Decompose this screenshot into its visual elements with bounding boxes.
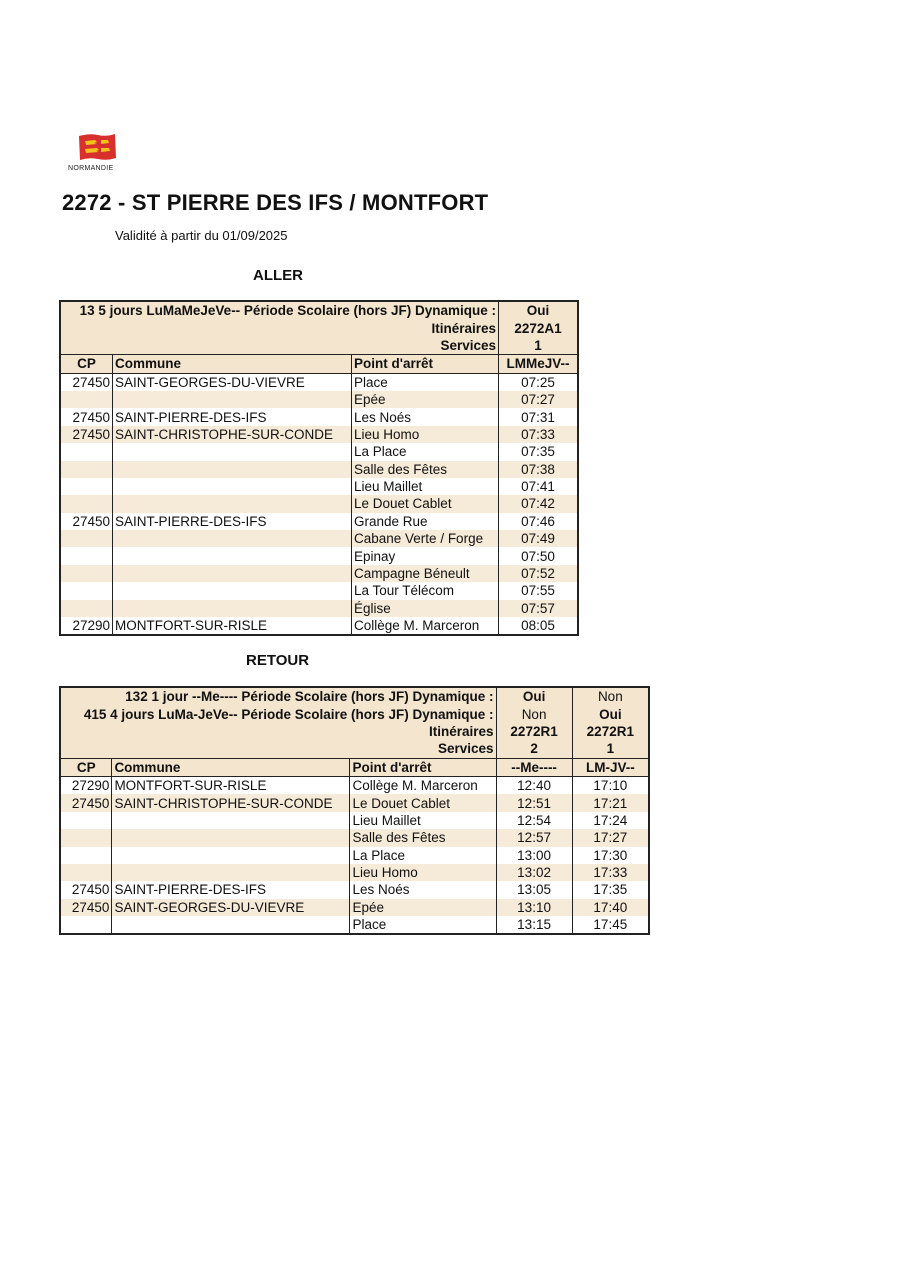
stop-cell: Les Noés [352,408,499,425]
time-cell: 13:00 [496,847,572,864]
commune-cell: SAINT-GEORGES-DU-VIEVRE [113,373,352,391]
validity-date: Validité à partir du 01/09/2025 [115,228,288,243]
postal-code-cell: 27450 [60,426,113,443]
header-row [60,337,578,355]
commune-cell [113,600,352,617]
stop-cell: Campagne Béneult [352,565,499,582]
postal-code-cell [60,530,113,547]
stop-cell: Grande Rue [352,513,499,530]
postal-code-cell [60,443,113,460]
time-cell: 17:35 [593,882,628,898]
postal-code-cell [60,391,113,408]
time-cell: 07:57 [499,600,579,617]
column-header-commune: Commune [113,355,352,373]
column-header-cp: CP [60,355,113,373]
header-value: 2272R1 [496,723,572,740]
header-value: 1 [572,740,649,758]
postal-code-cell: 27450 [60,513,113,530]
header-label: Services [60,740,496,758]
time-cell: 07:46 [521,513,555,529]
postal-code-cell [60,495,113,512]
commune-cell [113,530,352,547]
table-row [60,565,578,582]
stop-cell: Salle des Fêtes [352,461,499,478]
stop-cell: Epée [350,899,496,916]
postal-code-cell [60,847,112,864]
table-row [60,864,649,881]
commune-cell: SAINT-PIERRE-DES-IFS [113,513,352,530]
time-cell: 07:50 [521,548,555,564]
time-cell: 17:10 [593,778,628,794]
table-row [60,847,649,864]
time-cell: 08:05 [521,618,555,634]
postal-code-cell [60,582,113,599]
commune-cell: SAINT-PIERRE-DES-IFS [112,881,350,898]
column-header-row [60,758,649,776]
time-cell: 13:15 [496,916,572,934]
stop-cell: Lieu Homo [350,864,496,881]
stop-cell: Place [350,916,496,934]
commune-cell [112,916,350,934]
table-row [60,916,649,934]
column-header-days: --Me---- [496,758,572,776]
header-row [60,687,649,705]
table-row [60,600,578,617]
commune-cell: MONTFORT-SUR-RISLE [113,617,352,635]
commune-cell [113,443,352,460]
time-cell: 12:57 [496,829,572,846]
column-header-commune: Commune [112,758,350,776]
header-value: 1 [499,337,579,355]
commune-cell [112,864,350,881]
header-label: 132 1 jour --Me---- Période Scolaire (hors JF) Dynamique : [60,687,496,705]
time-cell: 12:51 [496,794,572,811]
header-label: Itinéraires [60,723,496,740]
stop-cell: Église [352,600,499,617]
time-cell: 13:10 [496,899,572,916]
commune-cell: SAINT-GEORGES-DU-VIEVRE [112,899,350,916]
table-row [60,547,578,564]
column-header-cp: CP [60,758,112,776]
table-row [60,530,578,547]
commune-cell [113,461,352,478]
header-row [60,740,649,758]
time-cell: 17:21 [572,794,649,811]
stop-cell: Le Douet Cablet [352,495,499,512]
region-logo [68,132,128,172]
postal-code-cell [60,812,112,829]
postal-code-cell: 27450 [60,408,113,425]
table-row [60,495,578,512]
stop-cell: Lieu Homo [352,426,499,443]
table-row [60,582,578,599]
time-cell: 07:55 [521,583,555,599]
postal-code-cell: 27450 [60,373,113,391]
aller-section-title: ALLER [253,267,303,284]
time-cell: 13:02 [496,864,572,881]
header-value: 2272R1 [572,723,649,740]
header-value: Oui [499,301,579,319]
postal-code-cell: 27290 [60,617,113,635]
commune-cell [113,495,352,512]
stop-cell: Les Noés [350,881,496,898]
commune-cell [113,391,352,408]
header-label: 13 5 jours LuMaMeJeVe-- Période Scolaire (hors JF) Dynamique : [60,301,499,319]
table-row [60,391,578,408]
time-cell: 12:40 [496,776,572,794]
commune-cell: SAINT-PIERRE-DES-IFS [113,408,352,425]
commune-cell [113,582,352,599]
time-cell: 07:25 [521,374,555,390]
table-row [60,829,649,846]
header-value: 2272A1 [499,319,579,336]
table-row [60,478,578,495]
time-cell: 17:30 [593,847,628,863]
time-cell: 17:24 [593,812,628,828]
stop-cell: Lieu Maillet [350,812,496,829]
table-row [60,426,578,443]
stop-cell: Epinay [352,547,499,564]
header-label: Itinéraires [60,319,499,336]
logo-text: NORMANDIE [68,165,114,172]
table-row [60,408,578,425]
header-value: Oui [496,687,572,705]
header-value: Oui [572,705,649,722]
time-cell: 13:05 [496,881,572,898]
postal-code-cell [60,916,112,934]
time-cell: 12:54 [496,812,572,829]
column-header-stop: Point d'arrêt [350,758,496,776]
stop-cell: Lieu Maillet [352,478,499,495]
retour-section-title: RETOUR [246,652,310,669]
postal-code-cell: 27290 [60,776,112,794]
header-row [60,723,649,740]
table-row [60,513,578,530]
column-header-row [60,355,578,373]
time-cell: 07:41 [521,479,555,495]
time-cell: 07:38 [499,461,579,478]
time-cell: 07:27 [499,391,579,408]
page-title: 2272 - ST PIERRE DES IFS / MONTFORT [62,190,489,215]
table-row [60,776,649,794]
table-row [60,881,649,898]
time-cell: 07:52 [499,565,579,582]
commune-cell: SAINT-CHRISTOPHE-SUR-CONDE [112,794,350,811]
table-row [60,461,578,478]
time-cell: 07:35 [521,444,555,460]
header-value: Non [572,687,649,705]
time-cell: 07:33 [499,426,579,443]
commune-cell: MONTFORT-SUR-RISLE [112,776,350,794]
header-label: Services [60,337,499,355]
time-cell: 07:49 [499,530,579,547]
header-value: Non [496,705,572,722]
commune-cell [112,812,350,829]
postal-code-cell: 27450 [60,881,112,898]
commune-cell [113,478,352,495]
stop-cell: Epée [352,391,499,408]
header-row [60,319,578,336]
commune-cell: SAINT-CHRISTOPHE-SUR-CONDE [113,426,352,443]
time-cell: 07:31 [521,409,555,425]
stop-cell: Collège M. Marceron [350,776,496,794]
header-value: 2 [496,740,572,758]
stop-cell: Salle des Fêtes [350,829,496,846]
column-header-days: LM-JV-- [572,758,649,776]
postal-code-cell [60,864,112,881]
commune-cell [113,547,352,564]
table-row [60,899,649,916]
time-cell: 17:33 [572,864,649,881]
stop-cell: Collège M. Marceron [352,617,499,635]
column-header-days: LMMeJV-- [499,355,579,373]
time-cell: 07:42 [499,495,579,512]
header-row [60,301,578,319]
aller-timetable [59,300,579,636]
postal-code-cell: 27450 [60,794,112,811]
stop-cell: Place [352,373,499,391]
postal-code-cell [60,829,112,846]
table-row [60,617,578,635]
time-cell: 17:40 [572,899,649,916]
retour-timetable [59,686,650,935]
postal-code-cell [60,565,113,582]
commune-cell [112,847,350,864]
postal-code-cell [60,461,113,478]
postal-code-cell [60,478,113,495]
postal-code-cell [60,600,113,617]
header-row [60,705,649,722]
commune-cell [112,829,350,846]
postal-code-cell: 27450 [60,899,112,916]
postal-code-cell [60,547,113,564]
header-label: 415 4 jours LuMa-JeVe-- Période Scolaire (hors JF) Dynamique : [60,705,496,722]
normandy-leopards-flag-icon [76,132,118,164]
stop-cell: Le Douet Cablet [350,794,496,811]
table-row [60,794,649,811]
table-row [60,443,578,460]
time-cell: 17:27 [572,829,649,846]
stop-cell: La Place [352,443,499,460]
stop-cell: Cabane Verte / Forge [352,530,499,547]
stop-cell: La Place [350,847,496,864]
column-header-stop: Point d'arrêt [352,355,499,373]
table-row [60,812,649,829]
commune-cell [113,565,352,582]
table-row [60,373,578,391]
stop-cell: La Tour Télécom [352,582,499,599]
time-cell: 17:45 [593,917,628,933]
